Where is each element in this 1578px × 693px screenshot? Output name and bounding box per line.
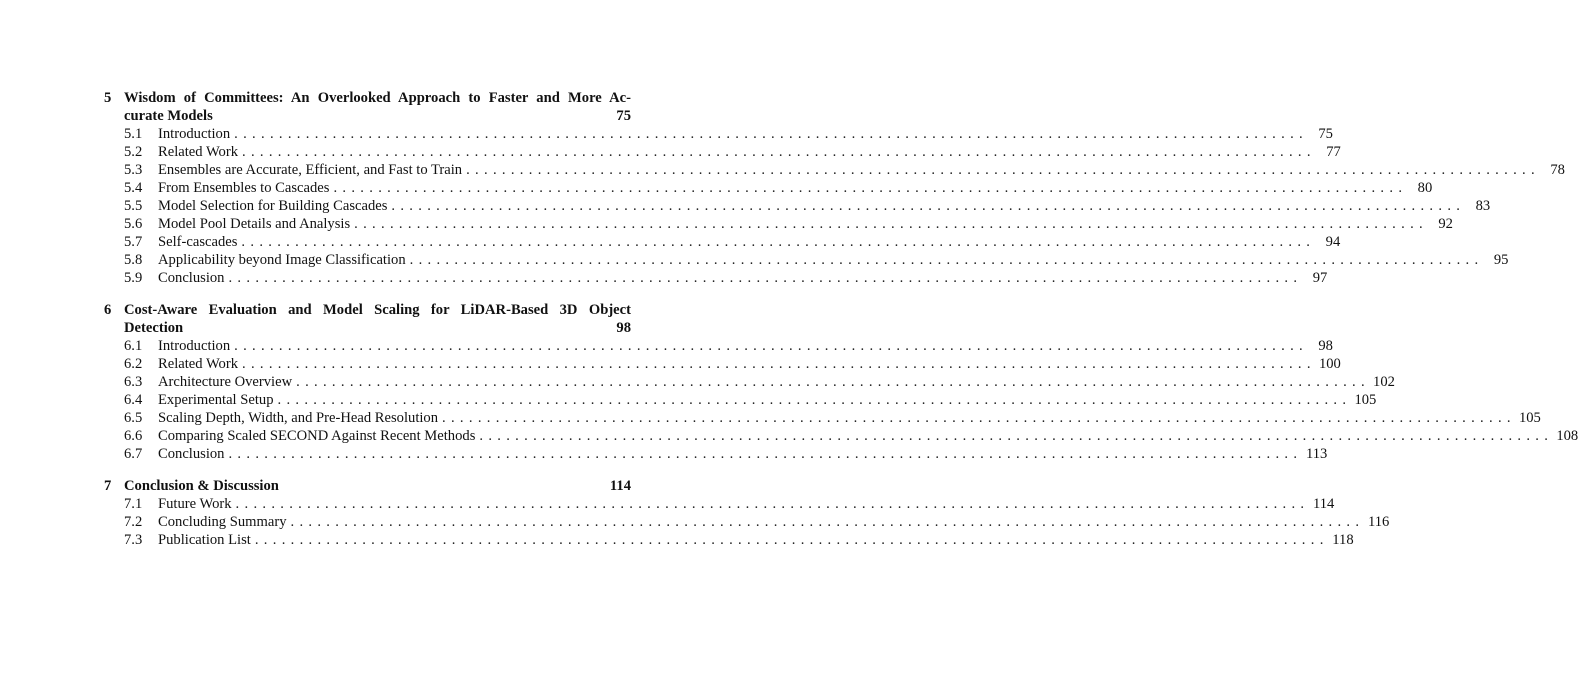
chapter-number: 5	[104, 90, 112, 106]
toc-entry[interactable]	[104, 197, 1491, 215]
section-title[interactable]: Ensembles are Accurate, Efficient, and Fast to Train	[158, 162, 463, 178]
toc-chapter	[104, 301, 1578, 463]
table-of-contents	[104, 89, 1578, 549]
toc-entry[interactable]	[104, 409, 1541, 427]
section-list	[104, 125, 1565, 287]
section-number: 5.6	[124, 216, 143, 232]
section-list	[104, 495, 1390, 549]
section-page-number: 75	[1318, 126, 1333, 142]
chapter-title-line-1[interactable]: Wisdom of Committees: An Overlooked Approach to Faster and More Ac-	[124, 90, 631, 106]
section-page-number: 105	[1354, 392, 1377, 408]
toc-entry[interactable]	[104, 215, 1453, 233]
toc-entry[interactable]	[104, 179, 1433, 197]
section-page-number: 100	[1318, 356, 1341, 372]
dot-leader: ........................................................................................................................	[235, 496, 1310, 512]
dot-leader: ........................................................................................................................	[466, 162, 1540, 178]
section-number: 6.2	[124, 356, 143, 372]
section-title[interactable]: Conclusion	[158, 270, 225, 286]
dot-leader: ........................................................................................................................	[234, 338, 1308, 354]
section-number: 6.3	[124, 374, 143, 390]
chapter-title[interactable]: Conclusion & Discussion	[124, 478, 279, 494]
toc-chapter	[104, 89, 1565, 287]
chapter-page-number: 114	[609, 478, 631, 494]
dot-leader: ........................................................................................................................	[354, 216, 1428, 232]
section-number: 7.1	[124, 496, 143, 512]
section-number: 7.2	[124, 514, 143, 530]
toc-entry[interactable]	[104, 373, 1395, 391]
chapter-number: 6	[104, 302, 112, 318]
toc-entry[interactable]	[104, 427, 1578, 445]
section-page-number: 83	[1475, 198, 1491, 214]
section-title[interactable]: From Ensembles to Cascades	[158, 180, 330, 196]
toc-entry[interactable]	[104, 337, 1333, 355]
dot-leader: ........................................................................................................................	[277, 392, 1352, 408]
section-number: 5.7	[124, 234, 143, 250]
section-title[interactable]: Experimental Setup	[158, 392, 274, 408]
toc-entry[interactable]	[104, 391, 1377, 409]
section-number: 6.6	[124, 428, 143, 444]
section-title[interactable]: Self-cascades	[158, 234, 238, 250]
toc-entry[interactable]	[104, 125, 1333, 143]
section-number: 6.1	[124, 338, 143, 354]
dot-leader: ........................................................................................................................	[242, 356, 1316, 372]
section-number: 5.4	[124, 180, 143, 196]
dot-leader: ........................................................................................................................	[241, 234, 1316, 250]
toc-entry[interactable]	[104, 355, 1341, 373]
section-title[interactable]: Model Pool Details and Analysis	[158, 216, 351, 232]
section-number: 5.2	[124, 144, 143, 160]
section-page-number: 108	[1556, 428, 1578, 444]
section-page-number: 78	[1550, 162, 1565, 178]
dot-leader: ........................................................................................................................	[391, 198, 1466, 214]
dot-leader: ........................................................................................................................	[479, 428, 1554, 444]
chapter-title-line-1[interactable]: Cost-Aware Evaluation and Model Scaling for LiDAR-Based 3D Object	[124, 302, 631, 318]
section-title[interactable]: Conclusion	[158, 446, 225, 462]
section-title[interactable]: Introduction	[158, 338, 231, 354]
section-page-number: 92	[1438, 216, 1453, 232]
section-list	[104, 337, 1578, 463]
section-page-number: 116	[1367, 514, 1390, 530]
toc-entry[interactable]	[104, 269, 1328, 287]
toc-entry[interactable]	[104, 233, 1341, 251]
section-title[interactable]: Future Work	[158, 496, 232, 512]
chapter-title-line-2[interactable]: Detection	[124, 320, 184, 336]
section-title[interactable]: Introduction	[158, 126, 231, 142]
section-page-number: 97	[1312, 270, 1328, 286]
chapter-title-row	[124, 319, 631, 337]
section-number: 5.5	[124, 198, 143, 214]
chapter-page-number: 75	[616, 108, 631, 124]
toc-entry[interactable]	[104, 143, 1341, 161]
toc-entry[interactable]	[104, 531, 1354, 549]
section-page-number: 80	[1417, 180, 1433, 196]
section-number: 6.5	[124, 410, 143, 426]
section-number: 6.7	[124, 446, 143, 462]
section-number: 6.4	[124, 392, 143, 408]
section-page-number: 77	[1326, 144, 1341, 160]
chapter-title-line-2[interactable]: curate Models	[124, 108, 213, 124]
section-title[interactable]: Publication List	[158, 532, 251, 548]
section-title[interactable]: Concluding Summary	[158, 514, 287, 530]
toc-chapter	[104, 477, 1390, 549]
chapter-page-number: 98	[616, 320, 631, 336]
dot-leader: ........................................................................................................................	[290, 514, 1365, 530]
section-page-number: 105	[1518, 410, 1541, 426]
dot-leader: ........................................................................................................................	[254, 532, 1329, 548]
toc-entry[interactable]	[104, 161, 1565, 179]
section-title[interactable]: Related Work	[158, 144, 239, 160]
section-number: 5.8	[124, 252, 143, 268]
dot-leader: ........................................................................................................................	[296, 374, 1370, 390]
section-page-number: 98	[1318, 338, 1333, 354]
section-page-number: 118	[1332, 532, 1354, 548]
section-page-number: 102	[1373, 374, 1395, 390]
dot-leader: ........................................................................................................................	[333, 180, 1408, 196]
section-title[interactable]: Architecture Overview	[158, 374, 293, 390]
dot-leader: ........................................................................................................................	[409, 252, 1484, 268]
section-number: 5.1	[124, 126, 143, 142]
chapter-title-row	[124, 107, 631, 125]
section-title[interactable]: Model Selection for Building Cascades	[158, 198, 388, 214]
dot-leader: ........................................................................................................................	[234, 126, 1308, 142]
chapter-heading	[104, 89, 631, 125]
chapter-heading	[104, 301, 631, 337]
section-page-number: 113	[1305, 446, 1328, 462]
section-page-number: 114	[1313, 496, 1335, 512]
section-number: 7.3	[124, 532, 143, 548]
toc-entry[interactable]	[104, 495, 1335, 513]
toc-entry[interactable]	[104, 513, 1390, 531]
toc-entry[interactable]	[104, 251, 1509, 269]
dot-leader: ........................................................................................................................	[228, 270, 1303, 286]
section-page-number: 95	[1493, 252, 1509, 268]
section-title[interactable]: Related Work	[158, 356, 239, 372]
section-number: 5.9	[124, 270, 143, 286]
section-title[interactable]: Applicability beyond Image Classification	[158, 252, 406, 268]
section-title[interactable]: Scaling Depth, Width, and Pre-Head Resolution	[158, 410, 439, 426]
dot-leader: ........................................................................................................................	[242, 144, 1316, 160]
section-number: 5.3	[124, 162, 143, 178]
chapter-number: 7	[104, 478, 112, 494]
chapter-title-row	[124, 477, 631, 495]
toc-entry[interactable]	[104, 445, 1328, 463]
section-page-number: 94	[1325, 234, 1341, 250]
section-title[interactable]: Comparing Scaled SECOND Against Recent Methods	[158, 428, 476, 444]
dot-leader: ........................................................................................................................	[442, 410, 1516, 426]
chapter-heading	[104, 477, 631, 495]
dot-leader: ........................................................................................................................	[228, 446, 1303, 462]
